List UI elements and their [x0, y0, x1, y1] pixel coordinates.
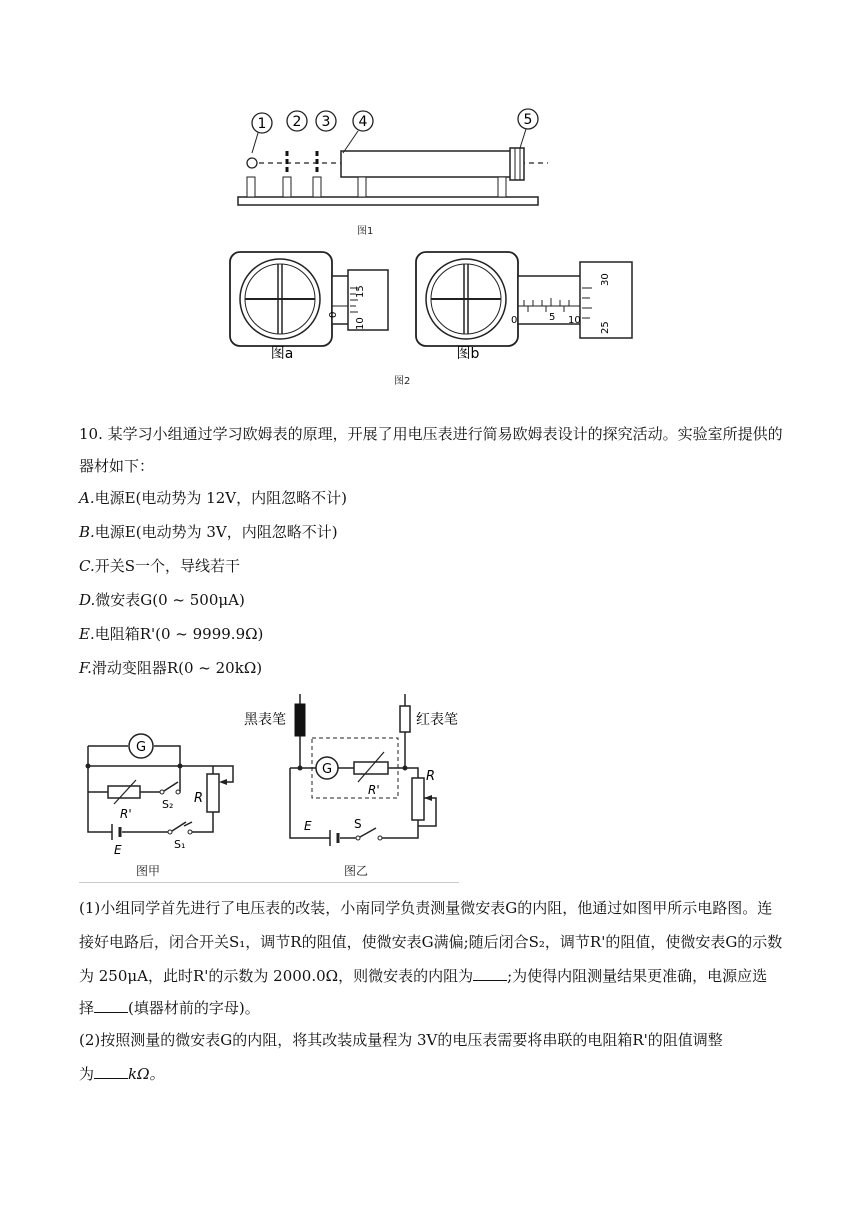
svg-text:R': R'	[368, 783, 380, 797]
circuit-jia-caption: 图甲	[136, 864, 161, 878]
figure-1-apparatus	[230, 105, 550, 215]
svg-text:S₂: S₂	[162, 798, 174, 811]
svg-text:红表笔: 红表笔	[416, 712, 458, 728]
svg-text:图a: 图a	[270, 346, 294, 360]
svg-text:S₁: S₁	[174, 838, 186, 851]
svg-text:0: 0	[328, 311, 339, 318]
svg-text:15: 15	[355, 285, 366, 298]
svg-text:3: 3	[321, 114, 331, 130]
question-intro-line2: 器材如下：	[79, 457, 155, 475]
figure-1-labels	[252, 109, 538, 153]
svg-text:黑表笔: 黑表笔	[244, 712, 286, 728]
svg-text:5: 5	[549, 312, 556, 323]
circuit-diagram-yi	[240, 690, 470, 856]
svg-text:1: 1	[257, 116, 267, 132]
svg-text:图b: 图b	[456, 346, 480, 360]
part2-line2: 为 kΩ。	[79, 1065, 165, 1083]
part1-line3: 为 250μA，此时R'的示数为 2000.0Ω，则微安表的内阻为 ;为使得内阻测量结果更准确，电源应选	[79, 967, 768, 985]
option-c: C.开关S一个，导线若干	[79, 557, 240, 575]
option-d: D.微安表G(0 ~ 500μA)	[79, 591, 245, 609]
option-b: B.电源E(电动势为 3V，内阻忽略不计)	[79, 523, 338, 541]
answer-blank-power-source[interactable]	[94, 998, 128, 1013]
question-intro-line1: 10. 某学习小组通过学习欧姆表的原理，开展了用电压表进行简易欧姆表设计的探究活动。实验室所提供的	[79, 425, 783, 443]
part1-line4: 择 (填器材前的字母)。	[79, 999, 260, 1017]
svg-text:2: 2	[292, 114, 302, 130]
option-e: E.电阻箱R'(0 ~ 9999.9Ω)	[79, 625, 264, 643]
circuit-yi-caption: 图乙	[344, 864, 369, 878]
answer-blank-internal-resistance[interactable]	[473, 966, 507, 981]
part1-line1: (1)小组同学首先进行了电压表的改装，小南同学负责测量微安表G的内阻，他通过如图甲所示电路图。连	[79, 899, 773, 917]
section-divider	[79, 882, 459, 883]
svg-text:30: 30	[600, 273, 611, 286]
option-f: F.滑动变阻器R(0 ~ 20kΩ)	[79, 659, 263, 677]
svg-text:10: 10	[568, 315, 581, 326]
part1-line2: 接好电路后，闭合开关S₁，调节R的阻值，使微安表G满偏;随后闭合S₂，调节R'的阻值，使微安表G的示数	[79, 933, 783, 951]
svg-text:E: E	[304, 819, 312, 833]
svg-text:G: G	[135, 740, 147, 755]
svg-text:4: 4	[358, 114, 368, 130]
svg-text:E: E	[114, 843, 122, 856]
figure-2a-reading	[230, 252, 388, 346]
svg-text:5: 5	[523, 112, 533, 128]
svg-text:R': R'	[120, 807, 132, 821]
figure-2-caption: 图2	[394, 376, 411, 387]
circuit-diagram-jia	[80, 730, 250, 856]
answer-blank-resistance-value[interactable]	[94, 1064, 128, 1079]
svg-text:S: S	[354, 817, 362, 831]
figure-2b-reading	[416, 252, 632, 346]
svg-text:10: 10	[355, 317, 366, 330]
option-a: A.电源E(电动势为 12V，内阻忽略不计)	[79, 489, 347, 507]
svg-text:25: 25	[600, 321, 611, 334]
svg-text:R: R	[426, 769, 436, 784]
svg-text:R: R	[194, 791, 204, 806]
figure-2-micrometer-readings	[228, 248, 638, 360]
figure-1-caption: 图1	[357, 226, 374, 237]
svg-text:0: 0	[511, 315, 518, 326]
svg-text:G: G	[321, 762, 333, 777]
part2-line1: (2)按照测量的微安表G的内阻，将其改装成量程为 3V的电压表需要将串联的电阻箱R'的阻值调整	[79, 1031, 723, 1049]
